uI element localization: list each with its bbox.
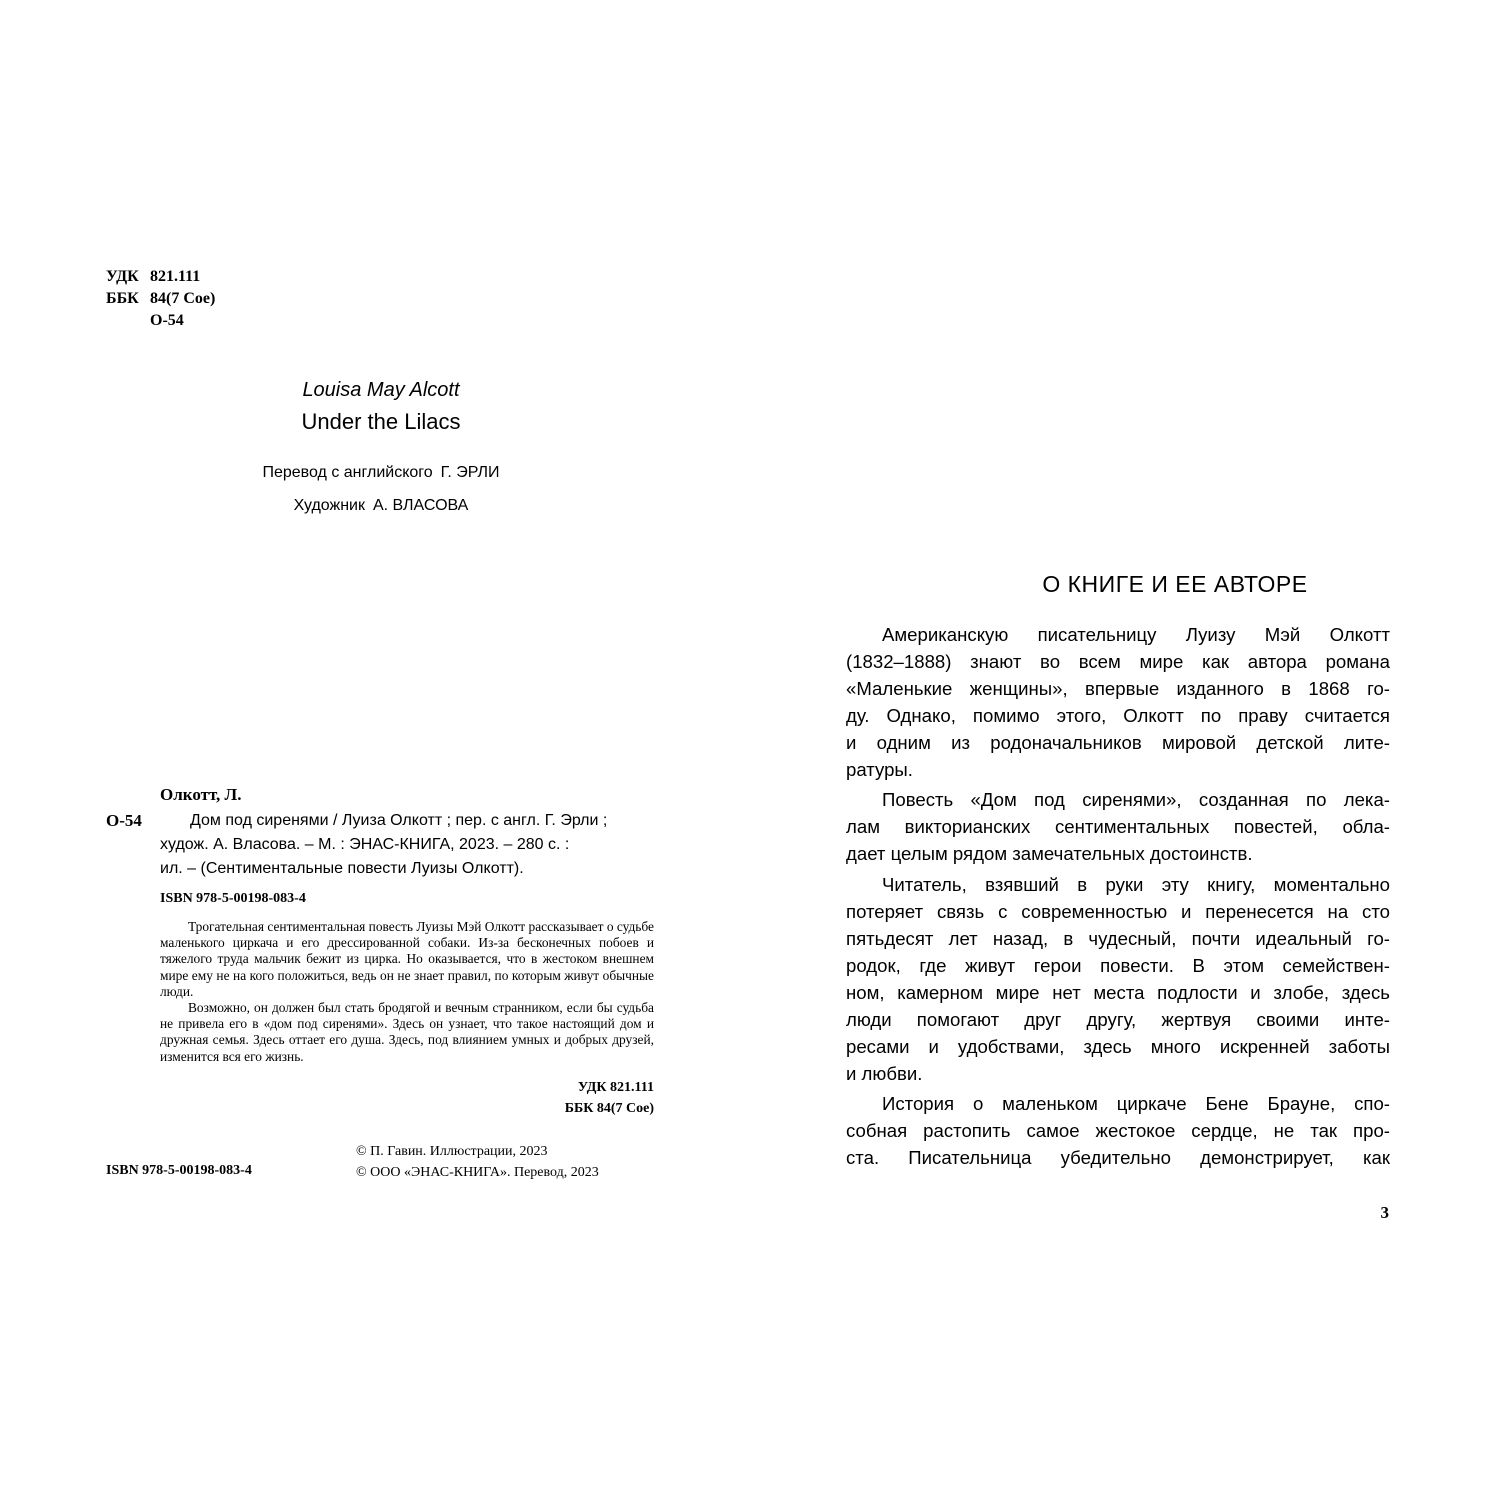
text-line: и одним из родоначальников мировой детской лите-: [846, 731, 1390, 753]
foreword-text: [846, 622, 1390, 1176]
biblio-entry: [106, 809, 654, 881]
author-sign: О-54: [150, 312, 184, 329]
annotation-paragraph: Возможно, он должен был стать бродягой и вечным странником, если бы судьба не привела его в «дом под сиренями». Здесь он узнает, что такое настоящий дом и дружная семья. Здесь оттает его душа. Здесь, под влиянием умных и добрых друзей, изменится вся его жизнь.: [160, 1000, 654, 1064]
copyright-notices: [356, 1141, 599, 1183]
paragraph: [846, 872, 1390, 1087]
text-line: Читатель, взявший в руки эту книгу, моментально: [882, 874, 1390, 896]
text-line: лам викторианских сентиментальных повестей, обла-: [846, 816, 1390, 838]
text-line: ста. Писательница убедительно демонстрирует, как: [846, 1147, 1390, 1169]
biblio-line: худож. А. Власова. – М. : ЭНАС-КНИГА, 2023. – 280 с. :: [160, 836, 570, 853]
text-line: потеряет связь с современностью и перенесется на сто: [846, 901, 1390, 923]
text-line: (1832–1888) знают во всем мире как автора романа: [846, 650, 1390, 672]
text-line: Американскую писательницу Луизу Мэй Олкотт: [882, 624, 1390, 645]
isbn-inner: ISBN 978-5-00198-083-4: [160, 891, 306, 906]
text-line: ресами и удобствами, здесь много искренней заботы: [846, 1035, 1390, 1057]
bbk-code-right: ББК 84(7 Сое): [564, 1100, 654, 1116]
illustrator-prefix: Художник: [293, 497, 365, 514]
text-line: родок, где живут герои повести. В этом семействен-: [846, 954, 1390, 976]
page-number: 3: [1380, 1203, 1389, 1222]
text-line: Повесть «Дом под сиренями», созданная по лека-: [882, 789, 1390, 811]
udk-code-right: УДК 821.111: [577, 1079, 654, 1095]
paragraph: [846, 1091, 1390, 1172]
biblio-author: Олкотт, Л.: [160, 785, 242, 804]
biblio-line: Дом под сиренями / Луиза Олкотт ; пер. с англ. Г. Эрли ;: [190, 812, 608, 829]
text-line: «Маленькие женщины», впервые изданного в 1868 го-: [846, 677, 1390, 699]
classification-codes: [106, 266, 215, 332]
original-title: Under the Lilacs: [301, 409, 461, 434]
annotation-paragraph: Трогательная сентиментальная повесть Луизы Мэй Олкотт рассказывает о судьбе маленького циркача и его дрессированной собаки. Из-за бесконечных побоев и тяжелого труда мальчик бежит из цирка. Но оказывается, что в жестоком внешнем мире ему не на кого положиться, ведь он не знает правил, по которым живут обычные люди.: [160, 919, 654, 999]
bibliographic-record: [106, 783, 654, 1119]
text-line: собная растопить самое жестокое сердце, не так про-: [846, 1120, 1390, 1142]
text-line: ду. Однако, помимо этого, Олкотт по праву считается: [846, 704, 1390, 726]
text-line: История о маленьком циркаче Бене Брауне, спо-: [882, 1093, 1390, 1115]
bbk-code: ББК 84(7 Сое): [106, 290, 216, 307]
translator-prefix: Перевод с английского: [262, 464, 433, 481]
translator-credit: [0, 464, 762, 482]
illustrator-credit: [0, 497, 762, 515]
text-line: ном, камерном мире нет места подлости и злобе, здесь: [846, 981, 1390, 1003]
chapter-heading: О КНИГЕ И ЕЕ АВТОРЕ: [1042, 571, 1308, 597]
translator-name: Г. ЭРЛИ: [440, 464, 500, 481]
text-line: люди помогают друг другу, жертвуя своими инте-: [846, 1008, 1390, 1030]
original-author: Louisa May Alcott: [302, 379, 460, 401]
isbn-bottom: ISBN 978-5-00198-083-4: [106, 1163, 252, 1178]
paragraph: [846, 787, 1390, 868]
foreword-page: [750, 0, 1500, 1500]
classification-codes-right: [106, 1077, 654, 1119]
text-line: ратуры.: [846, 758, 913, 780]
text-line: и любви.: [846, 1062, 923, 1084]
biblio-sign: О-54: [106, 811, 142, 830]
udk-code: УДК 821.111: [106, 268, 201, 285]
illustrator-name: А. ВЛАСОВА: [372, 497, 469, 514]
annotation: [106, 919, 654, 1065]
biblio-line: ил. – (Сентиментальные повести Луизы Олкотт).: [160, 860, 524, 877]
copyright-translation: © ООО «ЭНАС-КНИГА». Перевод, 2023: [356, 1165, 599, 1180]
text-line: дает целым рядом замечательных достоинств.: [846, 843, 1253, 865]
text-line: пятьдесят лет назад, в чудесный, почти идеальный го-: [846, 927, 1390, 949]
paragraph: [846, 622, 1390, 783]
copyright-illustrations: © П. Гавин. Иллюстрации, 2023: [356, 1144, 548, 1159]
